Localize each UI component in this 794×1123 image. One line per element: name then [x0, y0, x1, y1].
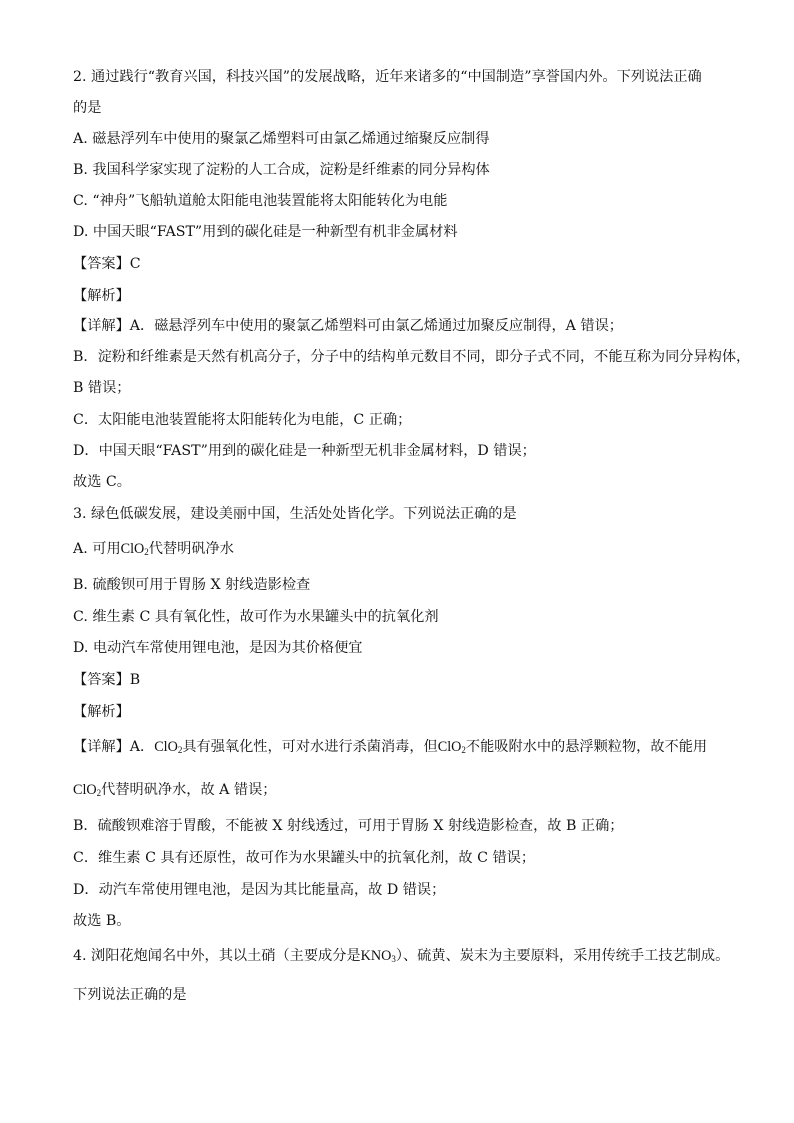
q2-detail-a	[73, 316, 623, 336]
q2-detail-b-line-1: B．淀粉和纤维素是天然有机高分子，分子中的结构单元数目不同，即分子式不同，不能互称为同分异构体，	[73, 349, 751, 365]
q3-analysis-label: 【解析】	[73, 704, 130, 720]
q3-option-c: C. 维生素 C 具有氧化性，故可作为水果罐头中的抗氧化剂	[73, 609, 439, 625]
q3-option-a-pre: A. 可用	[73, 541, 121, 557]
q3-detail-a-line-2: ClO$_2$代替明矾净水，故 A 错误；	[73, 782, 277, 798]
detail-label: 【详解】	[73, 318, 130, 334]
clo2-formula: ClO$_2$	[437, 739, 466, 755]
q2-detail-b-line-2: B 错误；	[73, 380, 131, 396]
kno3-formula: $KNO_3$	[360, 948, 396, 964]
q3-option-d: D. 电动汽车常使用锂电池，是因为其价格便宜	[73, 640, 363, 656]
detail-text: A．磁悬浮列车中使用的聚氯乙烯塑料可由氯乙烯通过加聚反应制得，A 错误；	[129, 318, 623, 334]
q2-detail-c: C．太阳能电池装置能将太阳能转化为电能，C 正确；	[73, 412, 412, 428]
q2-option-a: A. 磁悬浮列车中使用的聚氯乙烯塑料可由氯乙烯通过缩聚反应制得	[73, 131, 490, 147]
clo2-formula: ClO$_2$	[120, 541, 149, 557]
q2-answer	[73, 254, 141, 274]
q3-detail-a-line-1: 【详解】A．ClO$_2$具有强氧化性，可对水进行杀菌消毒，但ClO$_2$不能吸附水中的悬浮颗粒物，故不能用	[73, 739, 708, 755]
detail-label: 【详解】	[73, 739, 130, 755]
answer-label: 【答案】	[73, 672, 130, 688]
q2-analysis-label: 【解析】	[73, 288, 130, 304]
q4-stem-line-1: 4. 浏阳花炮闻名中外，其以土硝（主要成分是$KNO_3$）、硫黄、炭末为主要原料，采用传统手工技艺制成。	[73, 948, 730, 964]
q2-option-c: C. “神舟”飞船轨道舱太阳能电池装置能将太阳能转化为电能	[73, 193, 448, 209]
q2-option-d: D. 中国天眼“FAST”用到的碳化硅是一种新型有机非金属材料	[73, 224, 458, 240]
q3-option-a-post: 代替明矾净水	[148, 541, 234, 557]
q3-detail-c: C．维生素 C 具有还原性，故可作为水果罐头中的抗氧化剂，故 C 错误；	[73, 850, 536, 866]
q2-stem-line-1: 2. 通过践行“教育兴国，科技兴国”的发展战略，近年来诸多的“中国制造”享誉国内外。下列说法正确	[73, 69, 702, 85]
q4-stem-line-2: 下列说法正确的是	[73, 987, 187, 1003]
q3-stem: 3. 绿色低碳发展，建设美丽中国，生活处处皆化学。下列说法正确的是	[73, 506, 517, 522]
q2-stem-line-2: 的是	[73, 100, 102, 116]
answer-label: 【答案】	[73, 256, 130, 272]
clo2-formula: ClO$_2$	[154, 739, 183, 755]
q3-detail-d: D．动汽车常使用锂电池，是因为其比能量高，故 D 错误；	[73, 882, 446, 898]
q3-answer	[73, 670, 140, 690]
answer-value: C	[129, 256, 141, 272]
q2-option-b: B. 我国科学家实现了淀粉的人工合成，淀粉是纤维素的同分异构体	[73, 162, 490, 178]
q3-conclusion: 故选 B。	[73, 913, 131, 929]
q2-conclusion: 故选 C。	[73, 474, 131, 490]
q3-option-a	[73, 539, 234, 559]
q2-detail-d: D．中国天眼“FAST”用到的碳化硅是一种新型无机非金属材料，D 错误；	[73, 443, 536, 459]
q3-detail-b: B．硫酸钡难溶于胃酸，不能被 X 射线透过，可用于胃肠 X 射线造影检查，故 B 正确；	[73, 818, 624, 834]
answer-value: B	[129, 672, 141, 688]
clo2-formula: ClO$_2$	[73, 782, 102, 798]
q3-option-b: B. 硫酸钡可用于胃肠 X 射线造影检查	[73, 577, 311, 593]
